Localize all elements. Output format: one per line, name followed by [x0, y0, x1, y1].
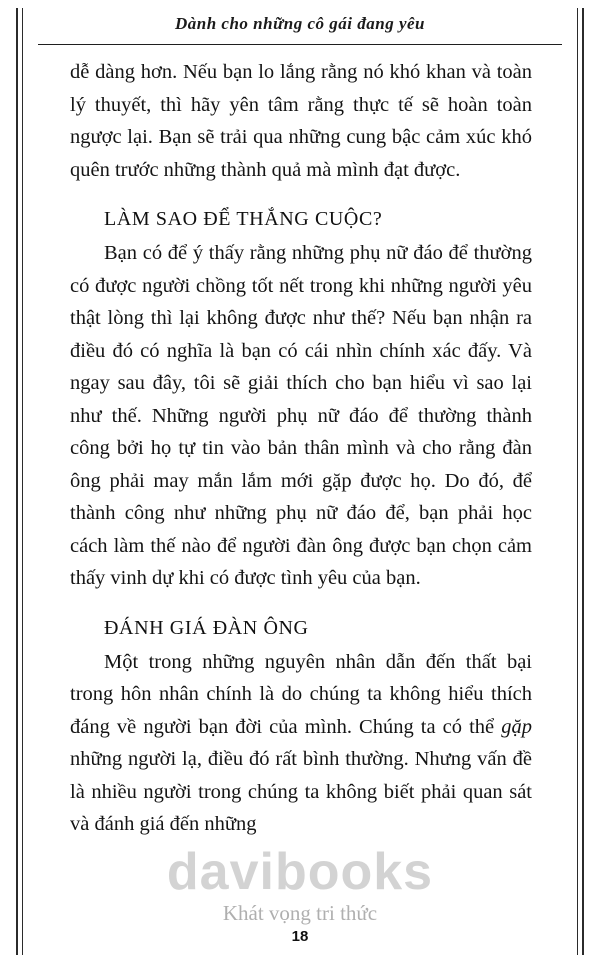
body-content — [70, 56, 532, 841]
watermark-brand: davibooks — [166, 843, 434, 901]
paragraph-danh-gia — [70, 646, 532, 841]
paragraph-continuation: dễ dàng hơn. Nếu bạn lo lắng rằng nó khó khan và toàn lý thuyết, thì hãy yên tâm rằng thực tế sẽ hoàn toàn ngược lại. Bạn sẽ trải qua những cung bậc cảm xúc khó quên trước những thành quả mà mình đạt được. — [70, 61, 532, 181]
section-heading-danh-gia: ĐÁNH GIÁ ĐÀN ÔNG — [104, 616, 309, 639]
emphasized-word: gặp — [501, 715, 532, 738]
running-head-rule — [38, 44, 562, 45]
page-number: 18 — [291, 928, 309, 945]
running-head — [40, 14, 560, 42]
section-heading-thang-cuoc: LÀM SAO ĐỂ THẮNG CUỘC? — [104, 208, 383, 230]
paragraph-danh-gia-text-2: những người lạ, điều đó rất bình thường. Nhưng vấn đề là nhiều người trong chúng ta không biết phải quan sát và đánh giá đến những — [70, 748, 532, 835]
watermark-tagline: Khát vọng tri thức — [222, 901, 378, 925]
paragraph-danh-gia-text-1: Một trong những nguyên nhân dẫn đến thất bại trong hôn nhân chính là do chúng ta không hiểu thích đáng về người bạn đời của mình. Chúng ta có thể — [70, 650, 532, 738]
paragraph-thang-cuoc: Bạn có để ý thấy rằng những phụ nữ đáo để thường có được người chồng tốt nết trong khi những người yêu thật lòng thì lại không được như thế? Nếu bạn nhận ra điều đó có nghĩa là bạn có cái nhìn chính xác đấy. Và ngay sau đây, tôi sẽ giải thích cho bạn hiểu vì sao lại như thế. Những người phụ nữ đáo để thường thành công bởi họ tự tin vào bản thân mình và cho rằng đàn ông phải may mắn lắm mới gặp được họ. Do đó, để thành công như những phụ nữ đáo để, bạn phải học cách làm thế nào để người đàn ông được bạn chọn cảm thấy vinh dự khi có được tình yêu của bạn. — [70, 242, 532, 589]
running-head-text: Dành cho những cô gái đang yêu — [174, 14, 425, 33]
